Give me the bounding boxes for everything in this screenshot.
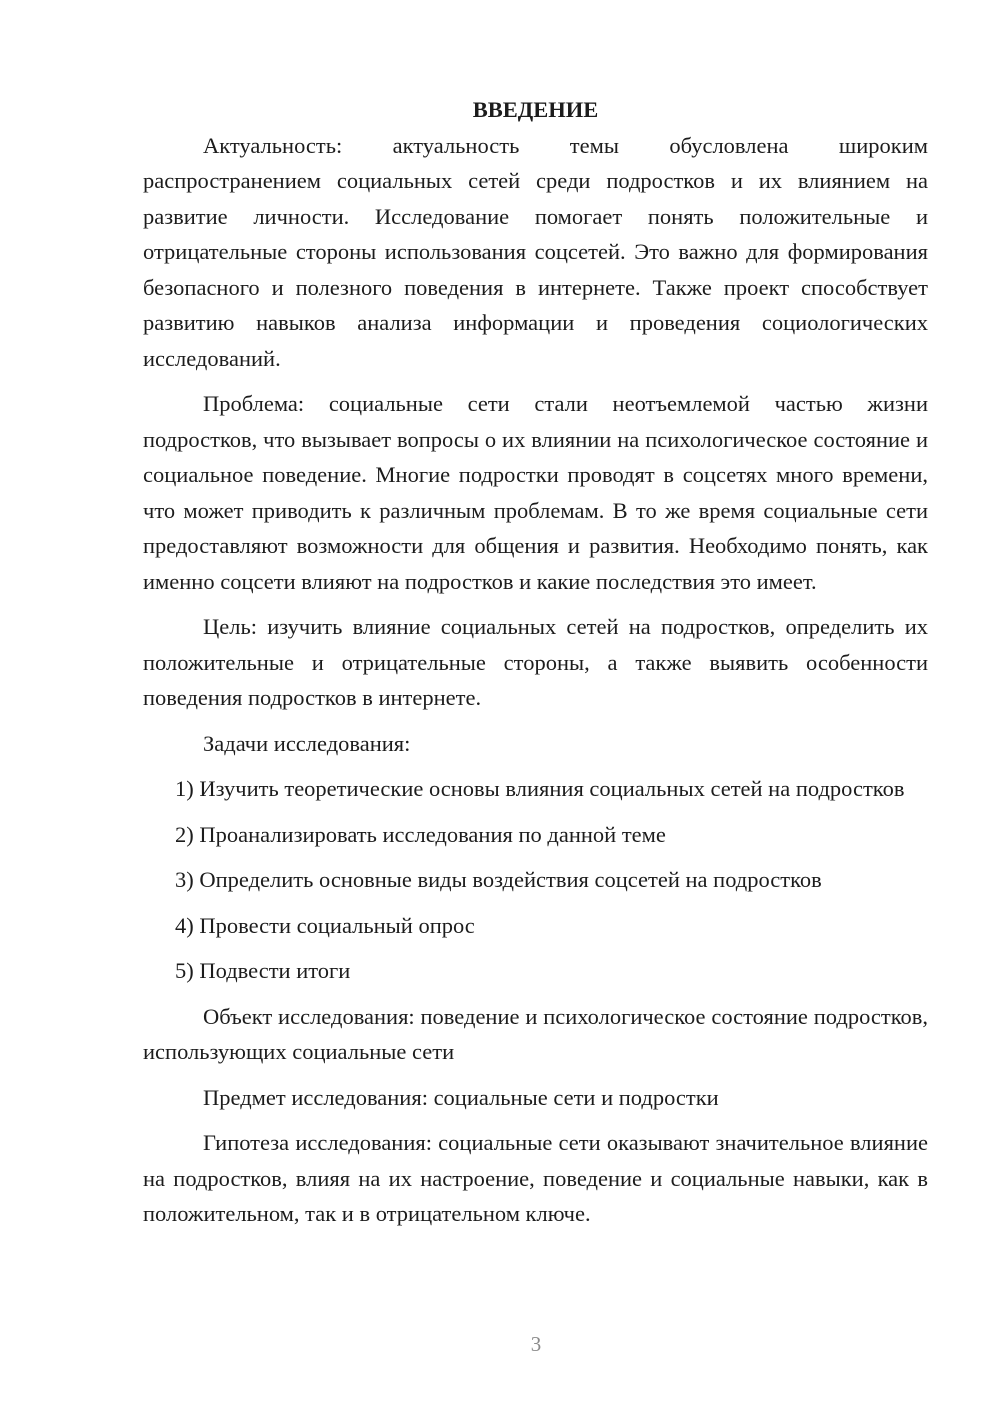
hypothesis-paragraph: Гипотеза исследования: социальные сети оказывают значительное влияние на подростков, влияя на их настроение, поведение и социальные навыки, как в положительном, так и в отрицательном ключе. bbox=[143, 1130, 928, 1226]
page-content bbox=[143, 92, 928, 1232]
task-item: 2) Проанализировать исследования по данной теме bbox=[175, 821, 666, 847]
goal-paragraph: Цель: изучить влияние социальных сетей на подростков, определить их положительные и отрицательные стороны, а также выявить особенности поведения подростков в интернете. bbox=[143, 614, 928, 710]
task-item: 1) Изучить теоретические основы влияния социальных сетей на подростков bbox=[175, 776, 905, 801]
subject-paragraph: Предмет исследования: социальные сети и подростки bbox=[203, 1084, 719, 1110]
section-heading: ВВЕДЕНИЕ bbox=[472, 97, 599, 122]
object-paragraph: Объект исследования: поведение и психологическое состояние подростков, использующих социальные сети bbox=[143, 1003, 928, 1064]
relevance-paragraph: Актуальность: актуальность темы обусловлена широким распространением социальных сетей среди подростков и их влиянием на развитие личности. Исследование помогает понять положительные и отрицательные стороны использования соцсетей. Это важно для формирования безопасного и полезного поведения в интернете. Также проект способствует развитию навыков анализа информации и проведения социологических исследований. bbox=[143, 132, 928, 371]
task-item: 3) Определить основные виды воздействия соцсетей на подростков bbox=[175, 867, 822, 892]
problem-paragraph: Проблема: социальные сети стали неотъемлемой частью жизни подростков, что вызывает вопросы о их влиянии на психологическое состояние и социальное поведение. Многие подростки проводят в соцсетях много времени, что может приводить к различным проблемам. В то же время социальные сети предоставляют возможности для общения и развития. Необходимо понять, как именно соцсети влияют на подростков и какие последствия это имеет. bbox=[143, 391, 928, 594]
tasks-title: Задачи исследования: bbox=[203, 730, 411, 756]
task-item: 4) Провести социальный опрос bbox=[175, 912, 475, 938]
task-item: 5) Подвести итоги bbox=[175, 958, 351, 983]
page-number: 3 bbox=[530, 1332, 542, 1356]
